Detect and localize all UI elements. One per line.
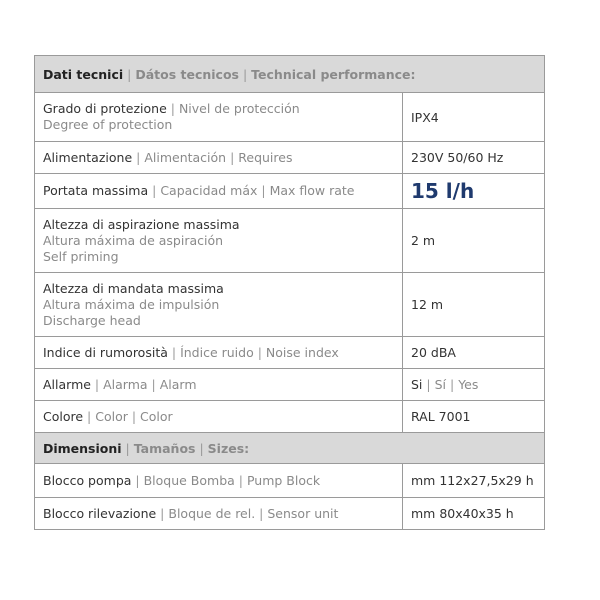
header-it: Dimensioni bbox=[43, 440, 122, 456]
label-en: Alarm bbox=[159, 376, 197, 392]
value: 2 m bbox=[411, 233, 436, 248]
header-en: Sizes: bbox=[207, 440, 250, 456]
header-es: Dátos tecnicos bbox=[135, 66, 239, 82]
label-it: Altezza di mandata massima bbox=[43, 280, 224, 296]
label-it: Allarme bbox=[43, 376, 91, 392]
value-it: Si bbox=[411, 377, 423, 392]
value: 230V 50/60 Hz bbox=[411, 150, 504, 165]
label-it: Colore bbox=[43, 408, 84, 424]
label-it: Grado di protezione bbox=[43, 101, 167, 116]
label-es: Bloque Bomba bbox=[143, 472, 235, 488]
label-es: Capacidad máx bbox=[160, 183, 258, 198]
value: 12 m bbox=[411, 297, 444, 312]
label-it: Portata massima bbox=[43, 183, 149, 198]
value: IPX4 bbox=[411, 109, 439, 125]
table-row: Blocco rilevazione | Bloque de rel. | Sensor unit mm 80x40x35 h bbox=[35, 497, 544, 529]
label-en: Requires bbox=[238, 149, 293, 165]
label-es: Color bbox=[95, 408, 128, 424]
section-header-technical: Dati tecnici | Dátos tecnicos | Technical performance: bbox=[35, 56, 544, 92]
header-it: Dati tecnici bbox=[43, 66, 124, 82]
table-row bbox=[35, 208, 544, 272]
table-row bbox=[35, 272, 544, 336]
value-en: Yes bbox=[458, 377, 479, 392]
value: mm 112x27,5x29 h bbox=[411, 473, 534, 488]
label-es: Altura máxima de aspiración bbox=[43, 232, 224, 248]
label-en: Color bbox=[140, 408, 173, 424]
technical-specs-table bbox=[34, 55, 545, 530]
label-en: Pump Block bbox=[246, 472, 321, 488]
table-row: Grado di protezione | Nivel de protección Degree of protection IPX4 bbox=[35, 92, 544, 141]
label-es: Nivel de protección bbox=[178, 101, 300, 116]
table-row: Allarme | Alarma | Alarm Si | Sí | Yes bbox=[35, 368, 544, 400]
label-es: Altura máxima de impulsión bbox=[43, 296, 220, 312]
header-es: Tamaños bbox=[133, 440, 196, 456]
value: 20 dBA bbox=[411, 345, 456, 360]
label-en: Self priming bbox=[43, 248, 119, 264]
table-row: Alimentazione | Alimentación | Requires 230V 50/60 Hz bbox=[35, 141, 544, 173]
table-row: Blocco pompa | Bloque Bomba | Pump Block mm 112x27,5x29 h bbox=[35, 463, 544, 497]
label-it: Blocco pompa bbox=[43, 472, 132, 488]
table-row: Colore | Color | Color RAL 7001 bbox=[35, 400, 544, 432]
header-en: Technical performance: bbox=[251, 66, 416, 82]
label-it: Blocco rilevazione bbox=[43, 505, 157, 521]
value: mm 80x40x35 h bbox=[411, 506, 514, 521]
label-en: Degree of protection bbox=[43, 117, 173, 132]
label-it: Indice di rumorosità bbox=[43, 344, 168, 360]
label-es: Alarma bbox=[103, 376, 148, 392]
value-highlight: 15 l/h bbox=[411, 179, 475, 203]
value: RAL 7001 bbox=[411, 409, 471, 424]
value-es: Sí bbox=[434, 377, 447, 392]
label-en: Discharge head bbox=[43, 312, 141, 328]
table-row: Portata massima | Capacidad máx | Max flow rate 15 l/h bbox=[35, 173, 544, 208]
label-es: Bloque de rel. bbox=[168, 505, 256, 521]
table-row: Indice di rumorosità | Índice ruido | Noise index 20 dBA bbox=[35, 336, 544, 368]
label-es: Índice ruido bbox=[180, 344, 254, 360]
section-header-dimensions: Dimensioni | Tamaños | Sizes: bbox=[35, 432, 544, 463]
label-en: Sensor unit bbox=[267, 505, 339, 521]
label-en: Noise index bbox=[265, 344, 339, 360]
label-it: Altezza di aspirazione massima bbox=[43, 216, 240, 232]
label-it: Alimentazione bbox=[43, 149, 133, 165]
label-en: Max flow rate bbox=[269, 183, 355, 198]
label-es: Alimentación bbox=[144, 149, 227, 165]
